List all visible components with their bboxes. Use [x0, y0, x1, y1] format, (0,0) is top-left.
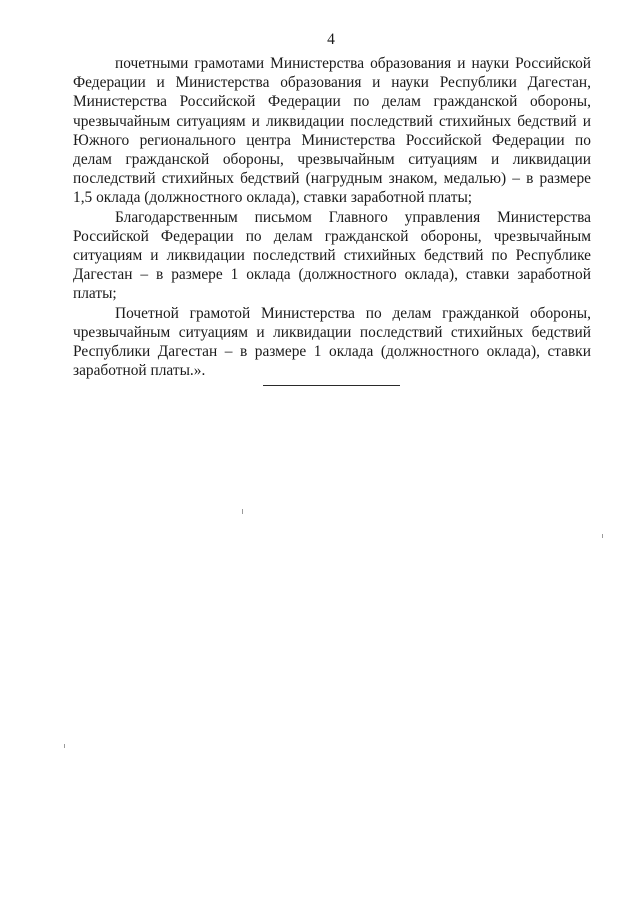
- paragraph-letter-of-gratitude: Благодарственным письмом Главного управления Министерства Российской Федерации по делам гражданской обороны, чрезвычайным ситуациям и ликвидации последствий стихийных бедствий по Республике Дагестан – в размере 1 оклада (должностного оклада), ставки заработной платы;: [73, 208, 591, 303]
- paragraph-certificate-dagestan: Почетной грамотой Министерства по делам гражданкой обороны, чрезвычайным ситуациям и ликвидации последствий стихийных бедствий Республики Дагестан – в размере 1 оклада (должностного оклада), ставки заработной платы.».: [73, 304, 591, 380]
- page-number: 4: [327, 31, 335, 48]
- scan-speck: [64, 744, 65, 748]
- document-body: [73, 54, 591, 380]
- end-separator-line: [263, 385, 400, 386]
- paragraph-certificates-ministries: почетными грамотами Министерства образования и науки Российской Федерации и Министерства образования и науки Республики Дагестан, Министерства Российской Федерации по делам гражданской обороны, чрезвычайным ситуациям и ликвидации последствий стихийных бедствий и Южного регионального центра Министерства Российской Федерации по делам гражданской обороны, чрезвычайным ситуациям и ликвидации последствий стихийных бедствий (нагрудным знаком, медалью) – в размере 1,5 оклада (должностного оклада), ставки заработной платы;: [73, 55, 591, 207]
- scan-speck: [242, 509, 243, 514]
- scan-speck: [602, 534, 603, 538]
